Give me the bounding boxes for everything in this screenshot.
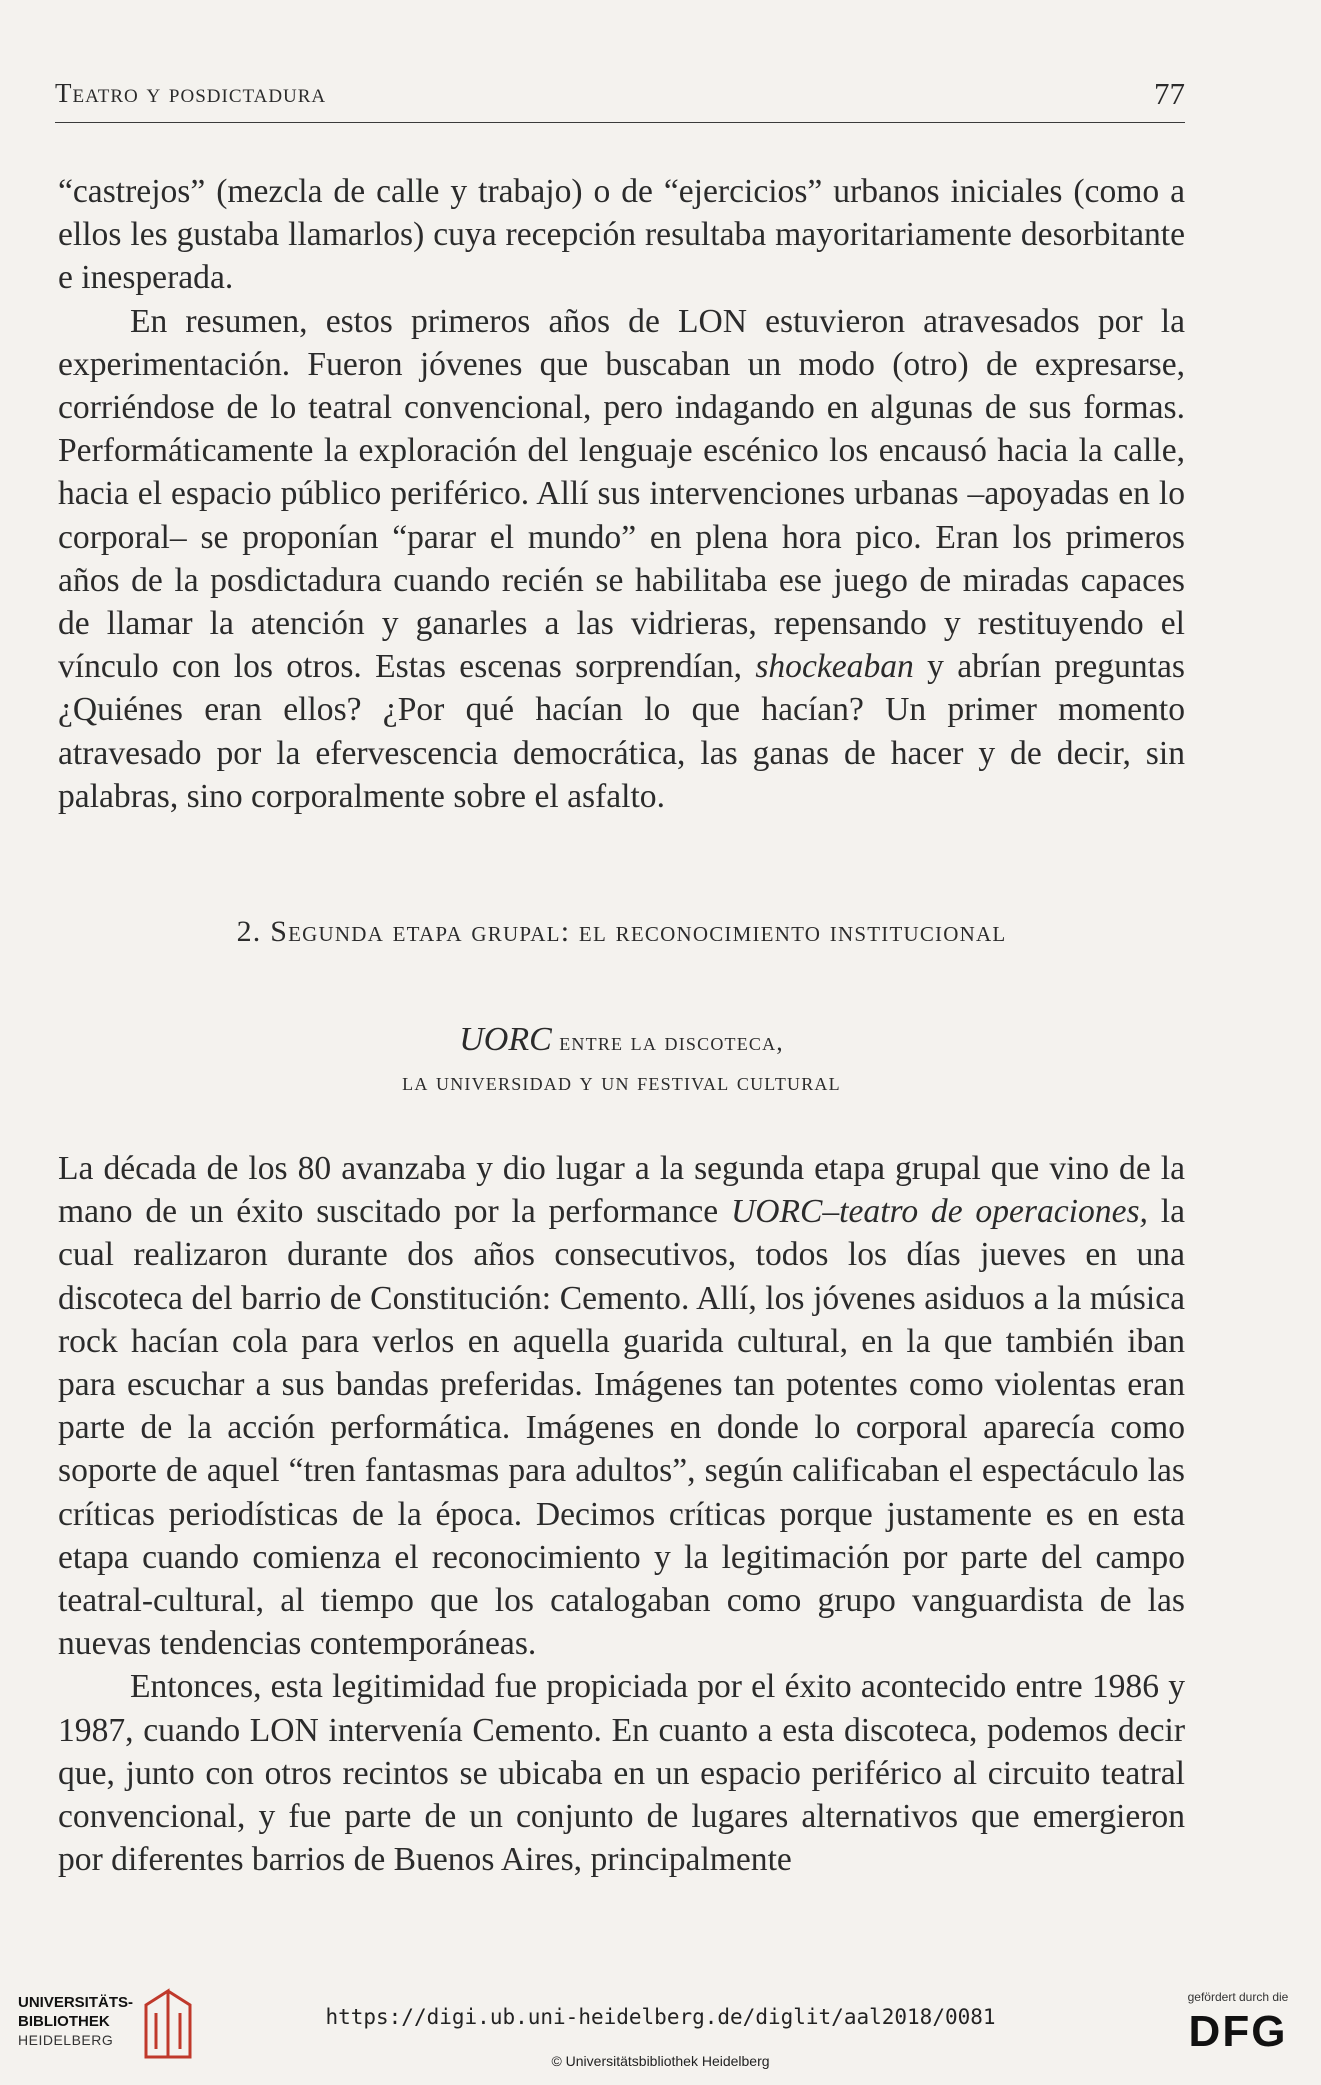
subheading-line-2: la universidad y un festival cultural [402, 1069, 841, 1096]
subheading-italic: UORC [459, 1021, 552, 1058]
copyright-notice: © Universitätsbibliothek Heidelberg [551, 2053, 770, 2069]
permalink-url[interactable]: https://digi.ub.uni-heidelberg.de/diglit/aal2018/0081 [325, 2005, 996, 2029]
text-block-top [58, 170, 1185, 818]
library-line-3: HEIDELBERG [18, 2032, 114, 2048]
subheading-line-1 [58, 1020, 1185, 1063]
subsection-heading [58, 1020, 1185, 1103]
italic-title: UORC–teatro de operaciones, [730, 1193, 1148, 1231]
page-number: 77 [1154, 76, 1185, 111]
dfg-wordmark: DFG [1188, 2007, 1288, 2056]
paragraph-text: y abrían preguntas ¿Quiénes eran ellos? ¿Por qué hacían lo que hacían? Un primer momento atravesado por la efervescencia democrática, las ganas de hacer y de decir, sin palabras, sino corporalmente sobre el asfalto. [58, 648, 1185, 815]
paragraph [58, 1147, 1185, 1665]
subheading-rest: entre la discoteca, [559, 1029, 784, 1056]
library-line-1: UNIVERSITÄTS- [18, 1994, 134, 2011]
text-block-bottom [58, 1147, 1185, 1881]
library-line-2: BIBLIOTHEK [18, 2013, 110, 2030]
funder-caption: gefördert durch die [1187, 1990, 1289, 2004]
running-title: Teatro y posdictadura [55, 78, 327, 108]
paragraph: “castrejos” (mezcla de calle y trabajo) o de “ejercicios” urbanos iniciales (como a ellos les gustaba llamarlos) cuya recepción resultaba mayoritariamente desorbitante e inesperada. [58, 173, 1185, 297]
italic-term: shockeaban [755, 648, 914, 686]
section-heading: 2. Segunda etapa grupal: el reconocimiento institucional [236, 915, 1007, 948]
paragraph: Entonces, esta legitimidad fue propiciada por el éxito acontecido entre 1986 y 1987, cuando LON intervenía Cemento. En cuanto a esta discoteca, podemos decir que, junto con otros recintos se ubicaba en un espacio periférico al circuito teatral convencional, y fue parte de un conjunto de lugares alternativos que emergieron por diferentes barrios de Buenos Aires, principalmente [58, 1668, 1185, 1879]
paragraph-text: La década de los 80 avanzaba y dio lugar a la segunda etapa grupal que vino de la mano de un éxito suscitado por la performance [58, 1150, 1185, 1231]
paragraph [58, 300, 1185, 818]
paragraph-text: la cual realizaron durante dos años consecutivos, todos los días jueves en una discoteca del barrio de Constitución: Cemento. Allí, los jóvenes asiduos a la música rock hacían cola para verlos en aquella guarida cultural, en la que también iban para escuchar a sus bandas preferidas. Imágenes tan potentes como violentas eran parte de la acción performática. Imágenes en donde lo corporal aparecía como soporte de aquel “tren fantasmas para adultos”, según calificaban el espectáculo las críticas periodísticas de la época. Decimos críticas porque justamente es en esta etapa cuando comienza el reconocimiento y la legitimación por parte del campo teatral-cultural, al tiempo que los catalogaban como grupo vanguardista de las nuevas tendencias contemporáneas. [58, 1193, 1185, 1663]
dfg-logo[interactable] [1168, 1990, 1308, 2070]
paragraph-text: En resumen, estos primeros años de LON estuvieron atravesados por la experimentación. Fueron jóvenes que buscaban un modo (otro) de expresarse, corriéndose de lo teatral convencional, pero indagando en algunas de sus formas. Performáticamente la exploración del lenguaje escénico los encausó hacia la calle, hacia el espacio público periférico. Allí sus intervenciones urbanas –apoyadas en lo corporal– se proponían “parar el mundo” en plena hora pico. Eran los primeros años de la posdictadura cuando recién se habilitaba ese juego de miradas capaces de llamar la atención y ganarles a las vidrieras, repensando y restituyendo el vínculo con los otros. Estas escenas sorprendían, [58, 302, 1185, 686]
running-header [55, 74, 1185, 123]
